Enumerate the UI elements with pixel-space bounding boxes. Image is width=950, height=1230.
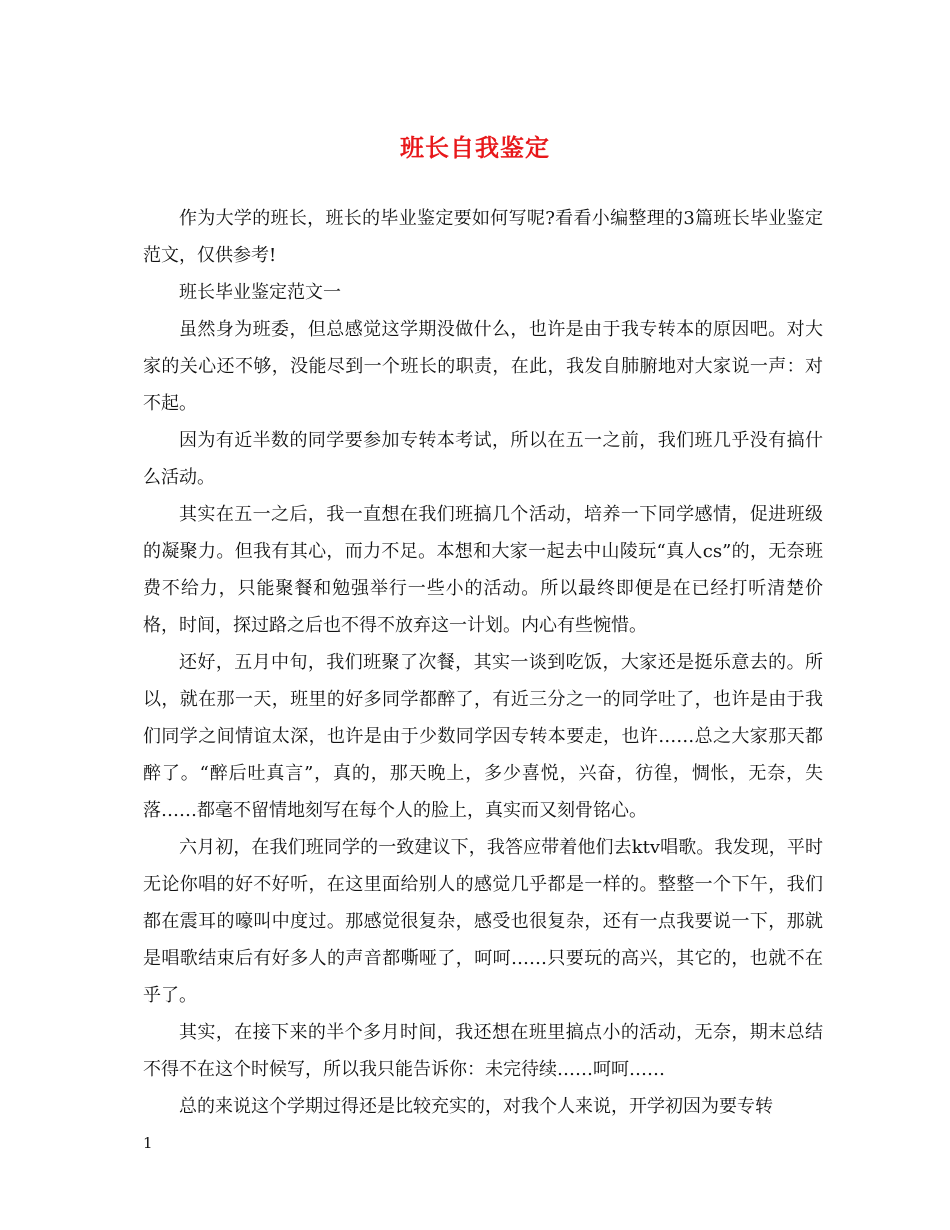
section-heading: 班长毕业鉴定范文一 — [179, 282, 341, 303]
paragraph: 虽然身为班委，但总感觉这学期没做什么，也许是由于我专转本的原因吧。对大家的关心还不够，没能尽到一个班长的职责，在此，我发自肺腑地对大家说一声：对不起。 — [143, 319, 823, 414]
document-body — [143, 200, 823, 1125]
page-number: 1 — [143, 1134, 153, 1152]
paragraph: 因为有近半数的同学要参加专转本考试，所以在五一之前，我们班几乎没有搞什么活动。 — [143, 430, 823, 488]
paragraph: 六月初，在我们班同学的一致建议下，我答应带着他们去ktv唱歌。我发现，平时无论你唱的好不好听，在这里面给别人的感觉几乎都是一样的。整整一个下午，我们都在震耳的嚎叫中度过。那感觉很复杂，感受也很复杂，还有一点我要说一下，那就是唱歌结束后有好多人的声音都嘶哑了，呵呵……只要玩的高兴，其它的，也就不在乎了。 — [143, 837, 823, 1006]
paragraph: 总的来说这个学期过得还是比较充实的，对我个人来说，开学初因为要专转 — [179, 1096, 773, 1117]
paragraph: 其实，在接下来的半个多月时间，我还想在班里搞点小的活动，无奈，期末总结不得不在这个时候写，所以我只能告诉你：未完待续……呵呵…… — [143, 1022, 823, 1080]
paragraph-intro: 作为大学的班长，班长的毕业鉴定要如何写呢?看看小编整理的3篇班长毕业鉴定范文，仅供参考! — [143, 208, 823, 266]
paragraph: 其实在五一之后，我一直想在我们班搞几个活动，培养一下同学感情，促进班级的凝聚力。但我有其心，而力不足。本想和大家一起去中山陵玩“真人cs”的，无奈班费不给力，只能聚餐和勉强举行一些小的活动。所以最终即便是在已经打听清楚价格，时间，探过路之后也不得不放弃这一计划。内心有些惋惜。 — [143, 504, 823, 636]
paragraph: 还好，五月中旬，我们班聚了次餐，其实一谈到吃饭，大家还是挺乐意去的。所以，就在那一天，班里的好多同学都醉了，有近三分之一的同学吐了，也许是由于我们同学之间情谊太深，也许是由于少数同学因专转本要走，也许……总之大家那天都醉了。“醉后吐真言”，真的，那天晚上，多少喜悦，兴奋，彷徨，惆怅，无奈，失落……都毫不留情地刻写在每个人的脸上，真实而又刻骨铭心。 — [143, 652, 823, 821]
page-title: 班长自我鉴定 — [400, 133, 550, 162]
